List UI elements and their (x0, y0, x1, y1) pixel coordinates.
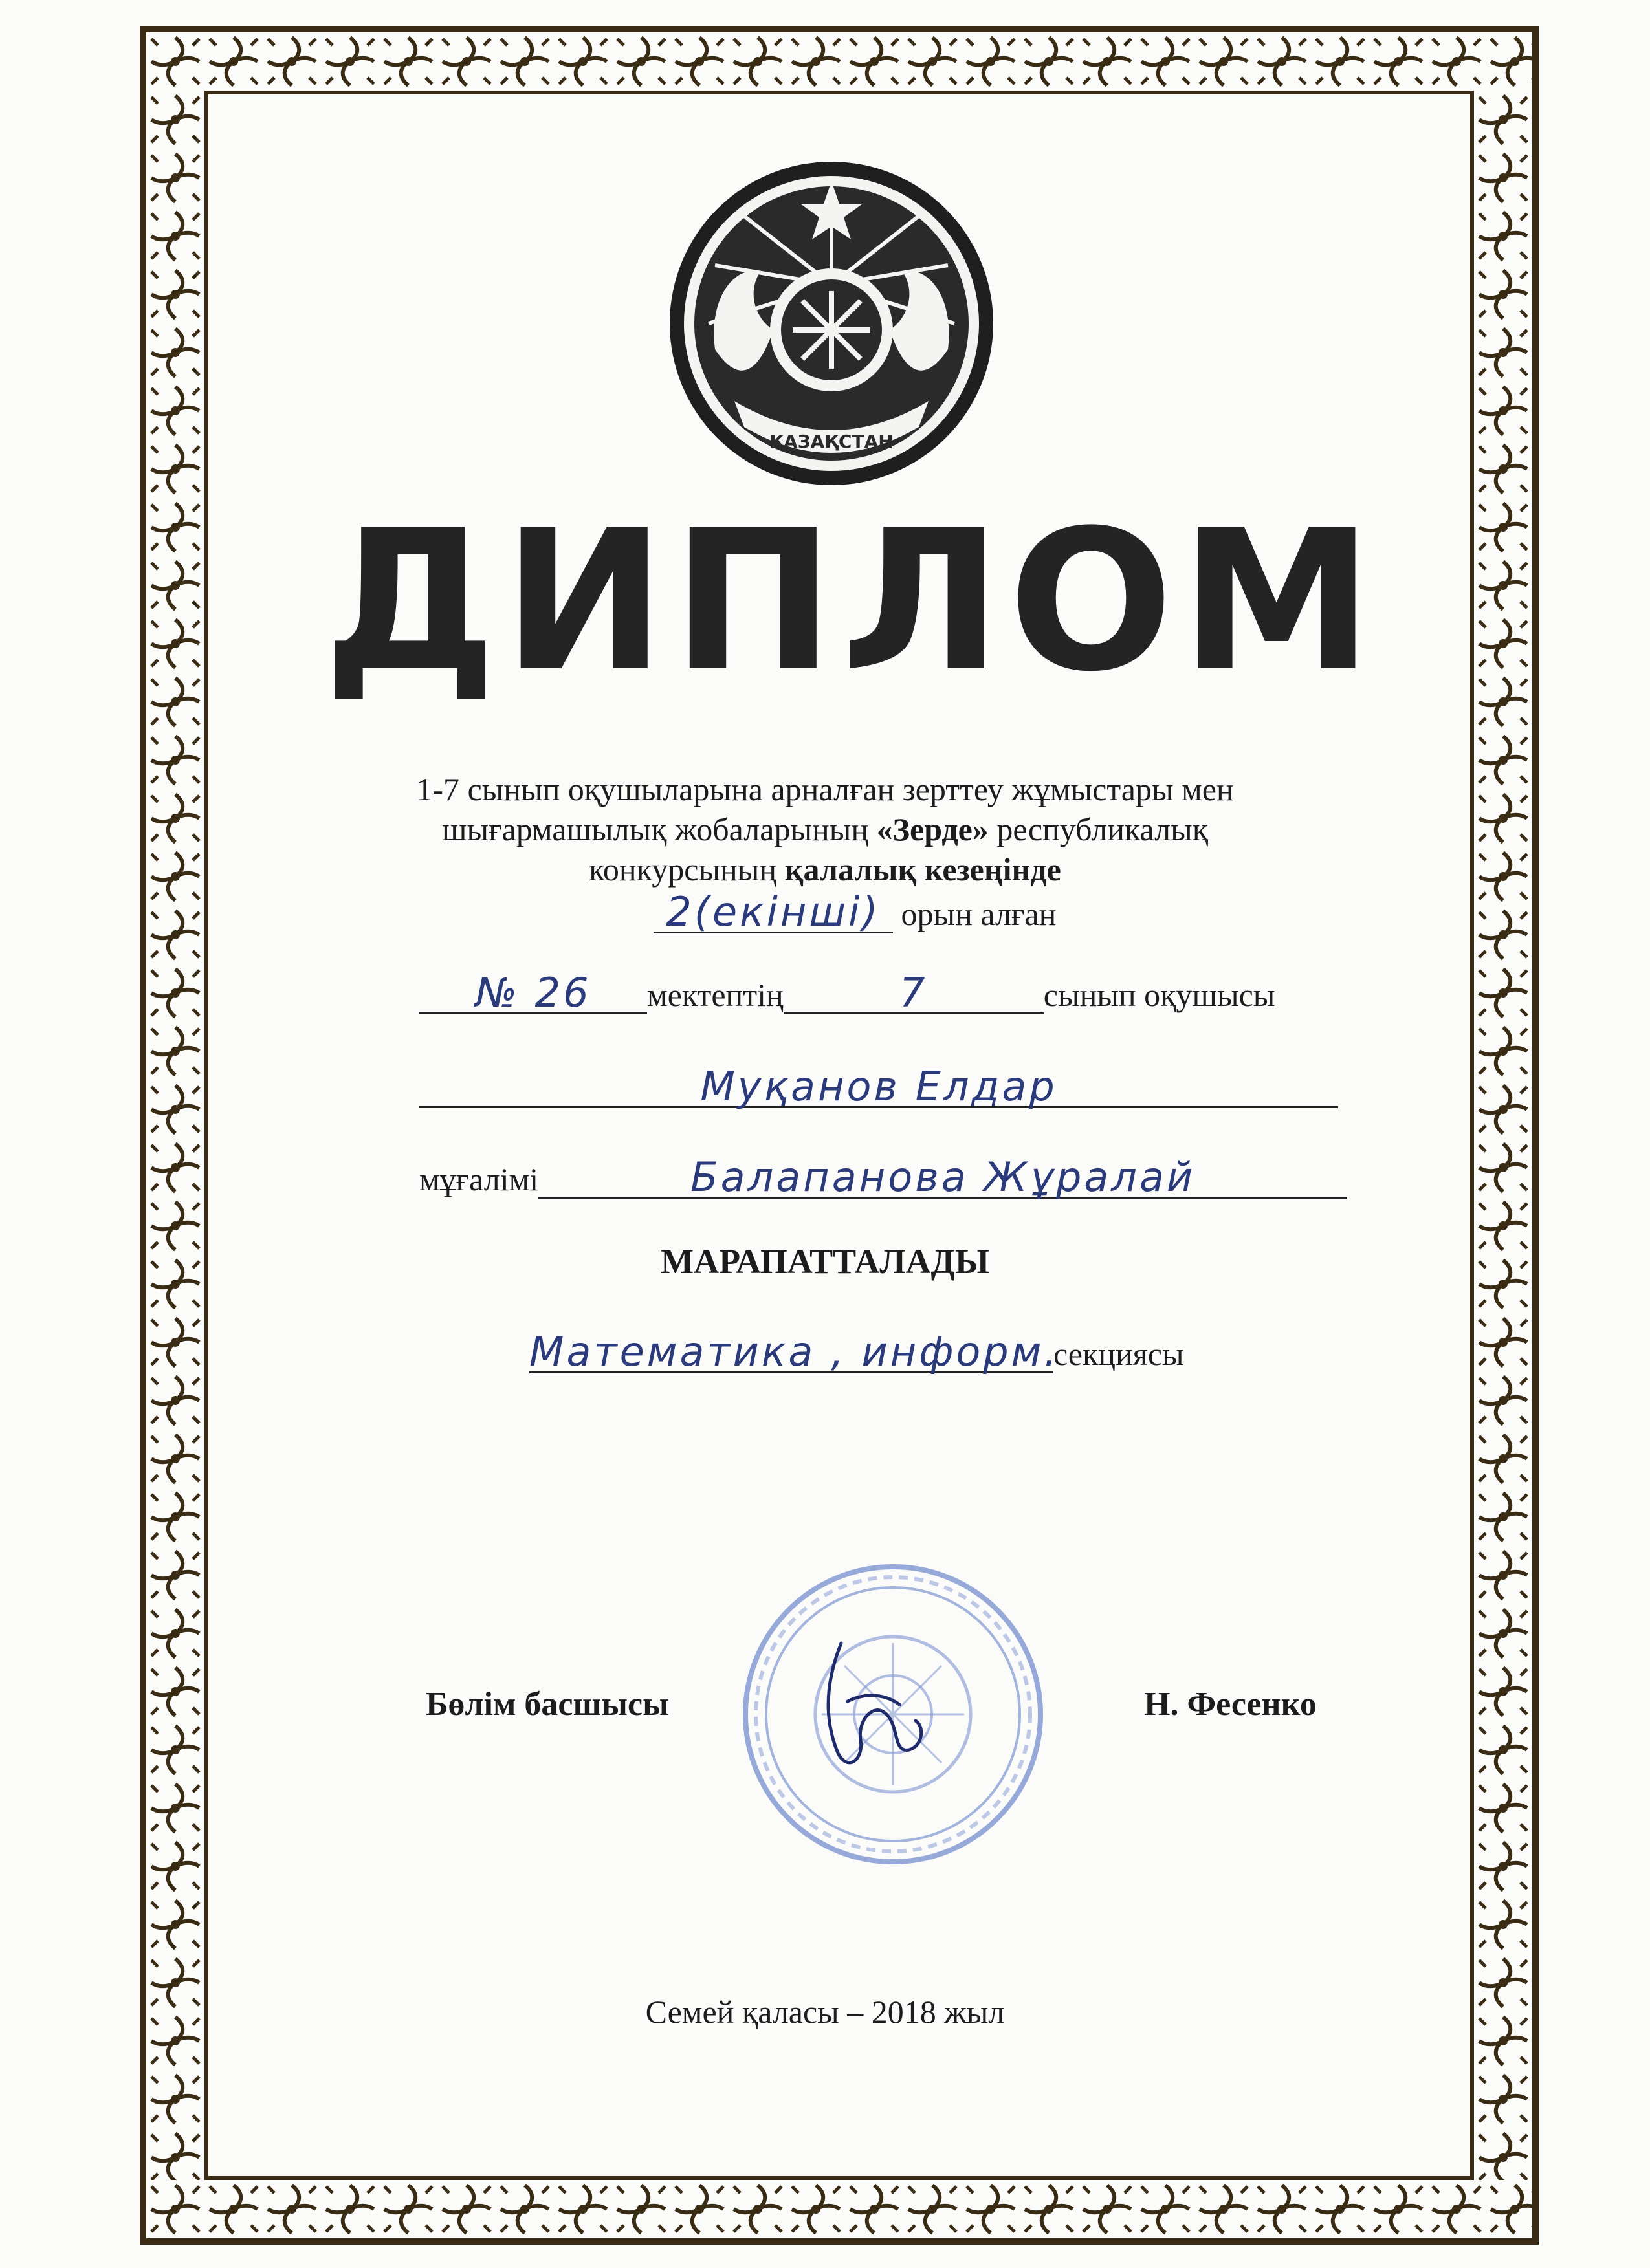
contest-name: «Зерде» (876, 811, 989, 847)
teacher-line (419, 1153, 1347, 1201)
description-line-3: конкурсының қалалық кезеңінде (589, 851, 1061, 888)
section-value: Математика , информ. (529, 1328, 1060, 1375)
school-number: № 26 (419, 974, 647, 1014)
teacher-label: мұғалімі (419, 1161, 539, 1197)
section-label: секциясы (1053, 1336, 1184, 1372)
student-line (419, 1063, 1338, 1110)
contest-stage: қалалық кезеңінде (784, 851, 1061, 888)
description-line-2: шығармашылық жобаларының «Зерде» республикалық (441, 811, 1209, 847)
ornament-border-top (146, 32, 1532, 91)
ornament-border-left (146, 91, 204, 2180)
award-text: МАРАПАТТАЛАДЫ (661, 1242, 989, 1281)
section-line (529, 1328, 1184, 1375)
class-number: 7 (784, 974, 1044, 1014)
teacher-name: Балапанова Жұралай (538, 1158, 1347, 1199)
ornament-border-right (1474, 91, 1532, 2180)
svg-text:ҚАЗАҚСТАН: ҚАЗАҚСТАН (769, 431, 894, 452)
place-suffix: орын алған (893, 896, 1057, 932)
student-name: Муқанов Елдар (419, 1067, 1338, 1108)
place-value: 2(екінші) (654, 893, 893, 933)
class-label: сынып оқушысы (1043, 977, 1275, 1013)
school-label: мектептің (647, 977, 784, 1013)
place-line (654, 888, 1057, 935)
ornament-border-bottom (146, 2180, 1532, 2238)
signature (802, 1630, 932, 1779)
head-name: Н. Фесенко (1144, 1686, 1317, 1723)
description-line-1: 1-7 сынып оқушыларына арналған зерттеу жұмыстары мен (416, 771, 1234, 807)
school-class-line (419, 969, 1275, 1016)
state-emblem-icon (663, 155, 1000, 492)
head-title: Бөлім басшысы (426, 1686, 669, 1723)
place-year: Семей қаласы – 2018 жыл (645, 1994, 1005, 2030)
document-title: ДИПЛОМ (324, 488, 1380, 714)
